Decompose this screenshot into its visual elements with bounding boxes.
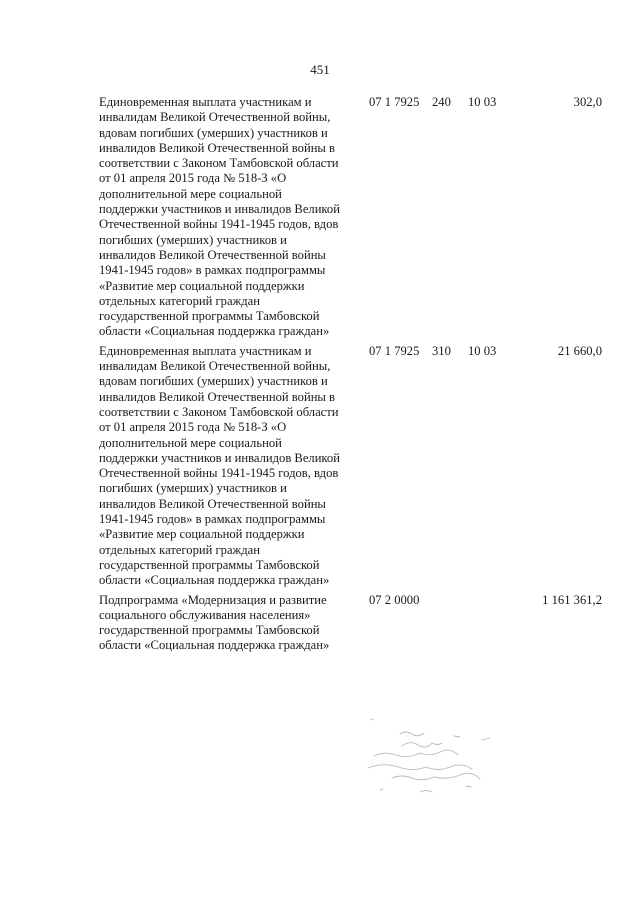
row-description: Подпрограмма «Модернизация и развитие социального обслуживания населения» государственной программы Тамбовской области «Социальная поддержка граждан»	[99, 592, 330, 653]
signature-mark	[362, 712, 512, 807]
budget-table	[99, 95, 602, 654]
row-description: Единовременная выплата участникам и инвалидам Великой Отечественной войны, вдовам погибших (умерших) участников и инвалидов Великой Отечественной войны в соответствии с Законом Тамбовской области от 01 апреля 2015 года № 518-З «О дополнительной мере социальной поддержки участников и инвалидов Великой Отечественной войны 1941-1945 годов, вдов погибших (умерших) участников и инвалидов Великой Отечественной войны 1941-1945 годов» в рамках подпрограммы «Развитие мер социальной поддержки отдельных категорий граждан государственной программы Тамбовской области «Социальная поддержка граждан»	[99, 95, 340, 339]
row-sum: 1 161 361,2	[542, 592, 602, 607]
row-target-article: 07 1 7925	[369, 343, 420, 358]
table-row	[99, 95, 602, 340]
row-section-code: 10 03	[468, 343, 497, 358]
row-sum: 302,0	[573, 95, 602, 109]
page-number: 451	[310, 62, 330, 77]
row-target-article: 07 1 7925	[369, 95, 420, 109]
row-expense-type: 240	[432, 95, 451, 109]
table-row	[99, 593, 602, 654]
row-expense-type: 310	[432, 343, 451, 358]
row-target-article: 07 2 0000	[369, 592, 420, 607]
row-section-code: 10 03	[468, 95, 497, 109]
table-row	[99, 344, 602, 589]
row-sum: 21 660,0	[557, 343, 602, 358]
row-description: Единовременная выплата участникам и инвалидам Великой Отечественной войны, вдовам погибших (умерших) участников и инвалидов Великой Отечественной войны в соответствии с Законом Тамбовской области от 01 апреля 2015 года № 518-З «О дополнительной мере социальной поддержки участников и инвалидов Великой Отечественной войны 1941-1945 годов, вдов погибших (умерших) участников и инвалидов Великой Отечественной войны 1941-1945 годов» в рамках подпрограммы «Развитие мер социальной поддержки отдельных категорий граждан государственной программы Тамбовской области «Социальная поддержка граждан»	[99, 343, 340, 588]
